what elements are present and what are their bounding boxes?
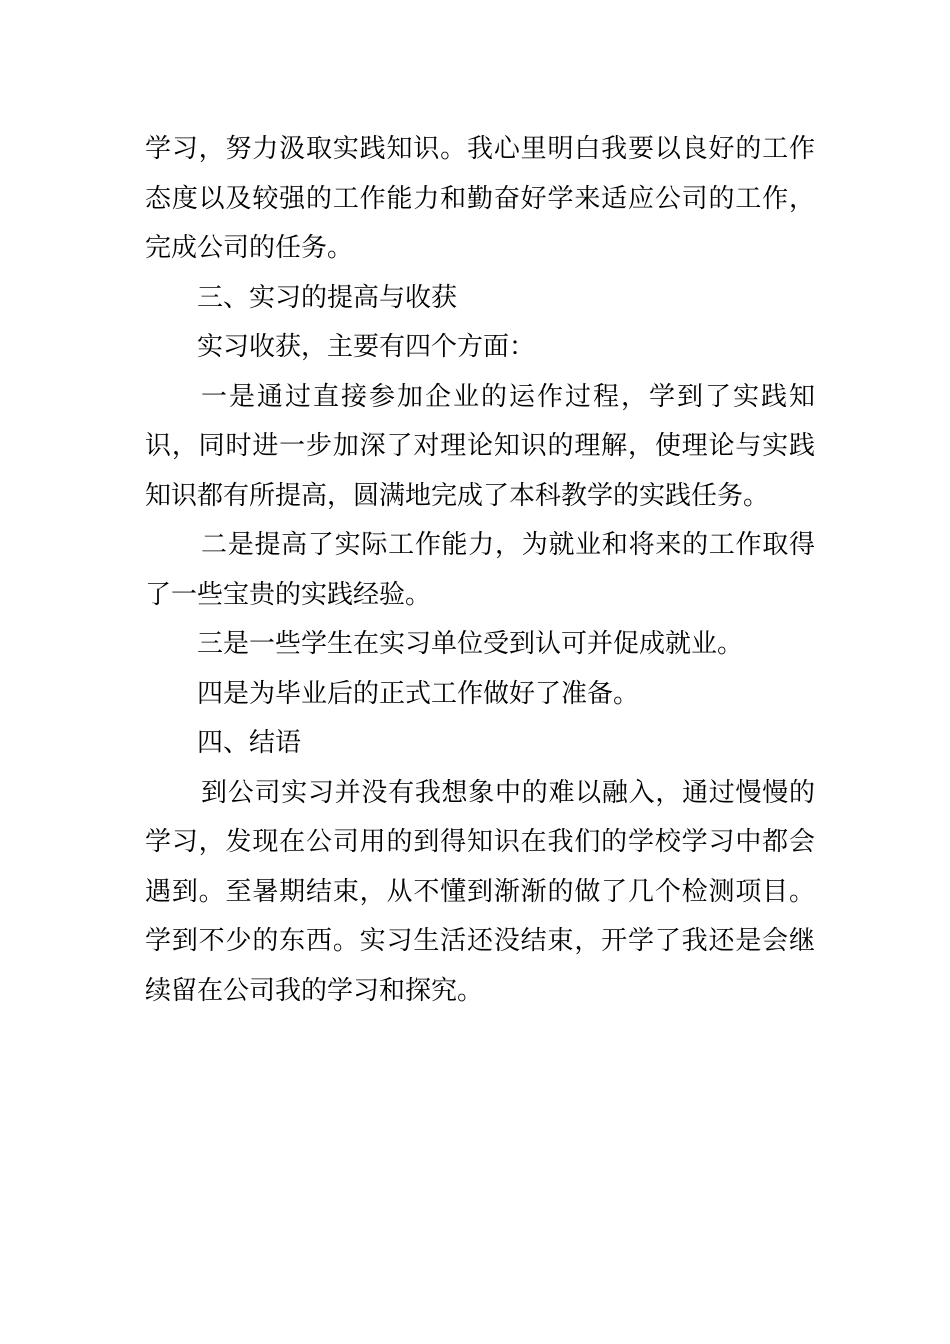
paragraph-conclusion: 到公司实习并没有我想象中的难以融入，通过慢慢的学习，发现在公司用的到得知识在我们的学校学习中都会遇到。至暑期结束，从不懂到渐渐的做了几个检测项目。学到不少的东西。实习生活还没结束，开学了我还是会继续留在公司我的学习和探究。 [145,777,815,1006]
paragraph-gain-4: 四是为毕业后的正式工作做好了准备。 [197,678,640,709]
section-heading-4: 四、结语 [197,728,302,758]
paragraph-continuation: 学习，努力汲取实践知识。我心里明白我要以良好的工作态度以及较强的工作能力和勤奋好学来适应公司的工作，完成公司的任务。 [145,134,815,263]
paragraph-gain-3: 三是一些学生在实习单位受到认可并促成就业。 [197,629,744,659]
paragraph-gain-2: 二是提高了实际工作能力，为就业和将来的工作取得了一些宝贵的实践经验。 [145,530,815,610]
paragraph-gains-intro: 实习收获，主要有四个方面： [197,332,536,362]
section-heading-3: 三、实习的提高与收获 [197,282,458,313]
paragraph-gain-1: 一是通过直接参加企业的运作过程，学到了实践知识，同时进一步加深了对理论知识的理解，使理论与实践知识都有所提高，圆满地完成了本科教学的实践任务。 [145,381,815,511]
document-body [145,125,815,1016]
